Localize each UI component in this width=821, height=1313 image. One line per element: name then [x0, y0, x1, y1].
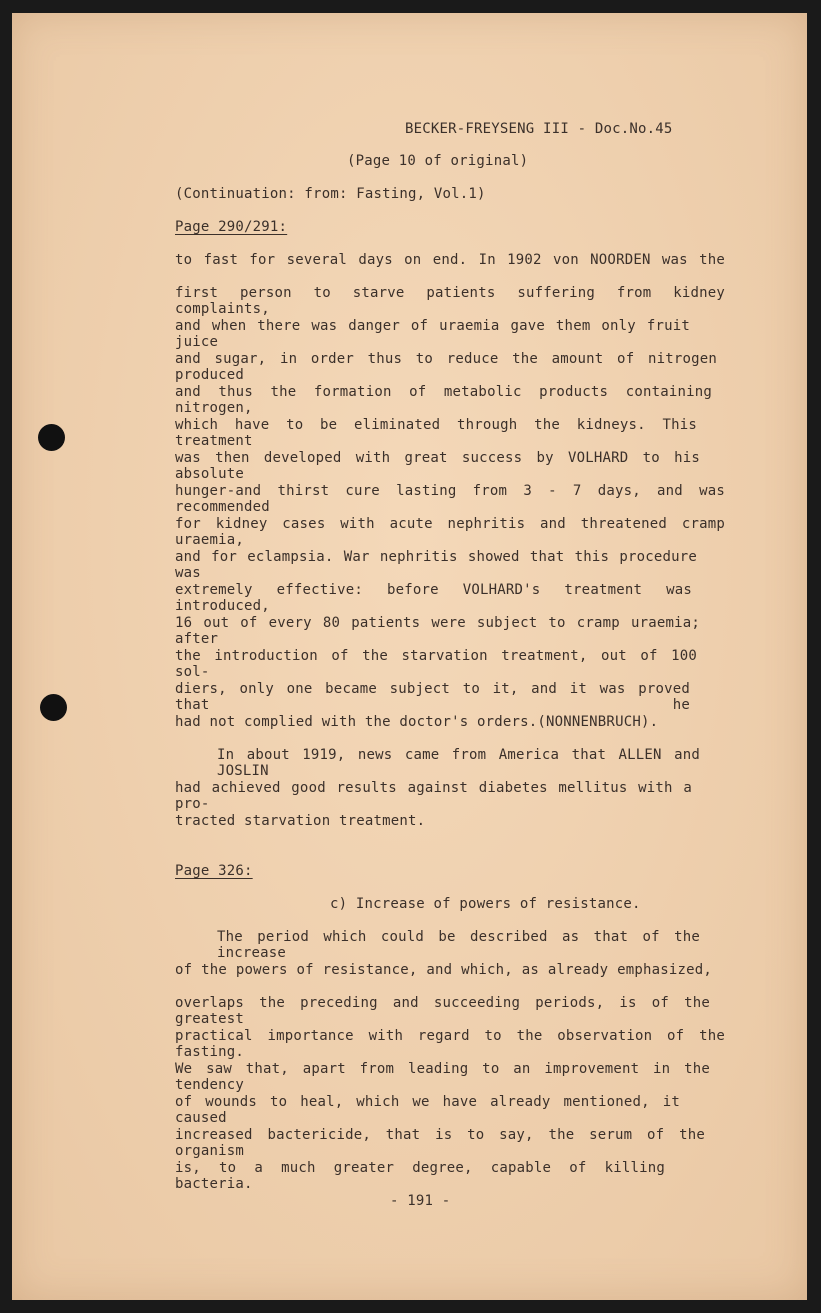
section-page-label: Page 290/291:: [175, 219, 288, 235]
body-line: hunger-and thirst cure lasting from 3 - 7 days, and was recommended: [175, 483, 725, 515]
punch-hole-top: [38, 424, 65, 451]
body-line: to fast for several days on end. In 1902 von NOORDEN was the: [175, 252, 725, 268]
body-line: was then developed with great success by VOLHARD to his absolute: [175, 450, 700, 482]
body-line: the introduction of the starvation treatment, out of 100 sol-: [175, 648, 697, 680]
body-line: tracted starvation treatment.: [175, 813, 426, 829]
body-line: had achieved good results against diabetes mellitus with a pro-: [175, 780, 692, 812]
body-line: extremely effective: before VOLHARD's treatment was introduced,: [175, 582, 692, 614]
document-reference: BECKER-FREYSENG III - Doc.No.45: [405, 121, 673, 137]
continuation-note: (Continuation: from: Fasting, Vol.1): [175, 186, 486, 202]
body-line: diers, only one became subject to it, and it was proved that he: [175, 681, 690, 713]
body-line: which have to be eliminated through the kidneys. This treatment: [175, 417, 697, 449]
body-line: of wounds to heal, which we have already mentioned, it caused: [175, 1094, 680, 1126]
section-page-label: Page 326:: [175, 863, 253, 879]
body-line: increased bactericide, that is to say, the serum of the organism: [175, 1127, 705, 1159]
body-line: and for eclampsia. War nephritis showed that this procedure was: [175, 549, 697, 581]
body-line: practical importance with regard to the observation of the fasting.: [175, 1028, 725, 1060]
body-line: 16 out of every 80 patients were subject to cramp uraemia; after: [175, 615, 700, 647]
body-line: for kidney cases with acute nephritis and threatened cramp uraemia,: [175, 516, 725, 548]
body-line: and thus the formation of metabolic products containing nitrogen,: [175, 384, 712, 416]
punch-hole-bottom: [40, 694, 67, 721]
body-line: of the powers of resistance, and which, as already emphasized,: [175, 962, 712, 978]
page-of-original: (Page 10 of original): [347, 153, 529, 169]
body-line: The period which could be described as that of the increase: [217, 929, 700, 961]
body-line: overlaps the preceding and succeeding periods, is of the greatest: [175, 995, 710, 1027]
body-line: We saw that, apart from leading to an improvement in the tendency: [175, 1061, 710, 1093]
body-line: and when there was danger of uraemia gave them only fruit juice: [175, 318, 690, 350]
body-line: is, to a much greater degree, capable of killing bacteria.: [175, 1160, 665, 1192]
body-line: and sugar, in order thus to reduce the amount of nitrogen produced: [175, 351, 717, 383]
body-line: had not complied with the doctor's orders.(NONNENBRUCH).: [175, 714, 659, 730]
body-line: In about 1919, news came from America that ALLEN and JOSLIN: [217, 747, 700, 779]
page-number: - 191 -: [390, 1193, 451, 1209]
body-line: first person to starve patients suffering from kidney complaints,: [175, 285, 725, 317]
section-heading: c) Increase of powers of resistance.: [330, 896, 641, 912]
